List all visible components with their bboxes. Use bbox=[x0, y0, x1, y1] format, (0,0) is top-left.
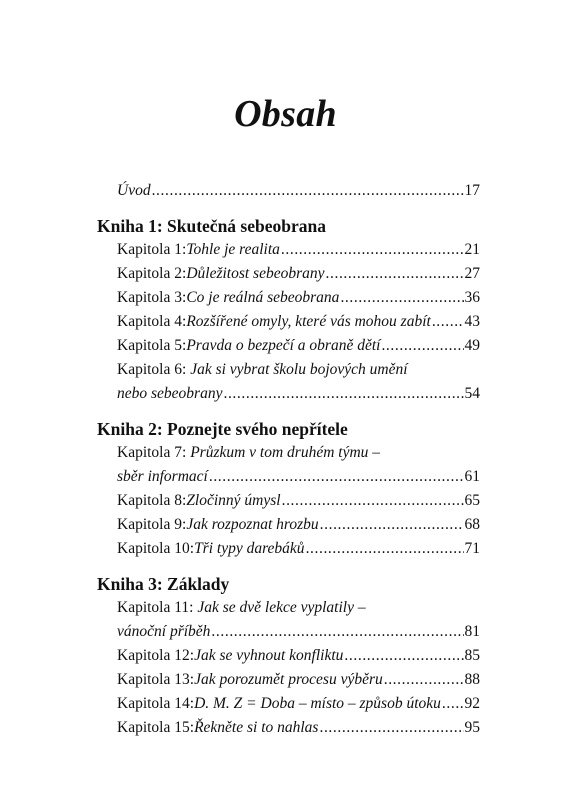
toc-entry bbox=[97, 516, 480, 540]
dot-leader bbox=[442, 695, 464, 713]
toc-page-number: 95 bbox=[464, 719, 480, 736]
dot-leader bbox=[384, 671, 464, 689]
chapter-label: Kapitola 6: bbox=[117, 361, 191, 378]
chapter-title: Jak rozpoznat hrozbu bbox=[186, 516, 319, 533]
chapter-title: Rozšířené omyly, které vás mohou zabít bbox=[186, 313, 431, 330]
chapter-title: Co je reálná sebeobrana bbox=[186, 289, 340, 306]
chapter-label: Kapitola 15: bbox=[117, 719, 195, 736]
chapter-label: Kapitola 7: bbox=[117, 444, 191, 461]
chapter-title: Tři typy darebáků bbox=[194, 540, 305, 557]
toc-entry bbox=[97, 695, 480, 719]
chapter-title: Jak se vyhnout konfliktu bbox=[194, 647, 344, 664]
toc-page-number: 88 bbox=[464, 671, 480, 688]
chapter-label: Kapitola 12: bbox=[117, 647, 195, 664]
chapter-title: Řekněte si to nahlas bbox=[194, 719, 319, 736]
toc-page-number: 43 bbox=[464, 313, 480, 330]
toc-page-number: 81 bbox=[464, 623, 480, 640]
page-title: Obsah bbox=[234, 93, 337, 135]
chapter-title: Průzkum v tom druhém týmu – bbox=[190, 444, 381, 461]
chapter-title: Jak si vybrat školu bojových umění bbox=[190, 361, 408, 378]
dot-leader bbox=[152, 182, 464, 200]
toc-entry-intro bbox=[97, 182, 480, 206]
toc-page-number: 61 bbox=[464, 468, 480, 485]
dot-leader bbox=[319, 719, 463, 737]
chapter-label: Kapitola 8: bbox=[117, 492, 187, 509]
toc-entry bbox=[97, 241, 480, 265]
toc-page-number: 36 bbox=[464, 289, 480, 306]
dot-leader bbox=[344, 647, 463, 665]
toc-entry bbox=[97, 492, 480, 516]
dot-leader bbox=[306, 540, 464, 558]
dot-leader bbox=[381, 337, 463, 355]
dot-leader bbox=[282, 492, 464, 510]
toc-page-number: 85 bbox=[464, 647, 480, 664]
toc-entry bbox=[97, 444, 480, 468]
chapter-label: Kapitola 10: bbox=[117, 540, 195, 557]
toc-entry bbox=[97, 313, 480, 337]
toc-page-number: 21 bbox=[464, 241, 480, 258]
book-heading: Kniha 3: Základy bbox=[97, 574, 230, 594]
toc-page-number: 92 bbox=[464, 695, 480, 712]
chapter-label: Kapitola 2: bbox=[117, 265, 187, 282]
dot-leader bbox=[281, 241, 464, 259]
toc-entry bbox=[97, 719, 480, 743]
chapter-title-continued: vánoční příběh bbox=[117, 623, 211, 640]
toc-page-number: 54 bbox=[464, 385, 480, 402]
dot-leader bbox=[320, 516, 464, 534]
dot-leader bbox=[211, 623, 463, 641]
dot-leader bbox=[432, 313, 464, 331]
chapter-title: Jak porozumět procesu výběru bbox=[194, 671, 383, 688]
chapter-label: Kapitola 5: bbox=[117, 337, 187, 354]
chapter-title: D. M. Z = Doba – místo – způsob útoku bbox=[194, 695, 441, 712]
chapter-title: Jak se dvě lekce vyplatily – bbox=[197, 599, 366, 616]
chapter-title: Důležitost sebeobrany bbox=[186, 265, 325, 282]
toc-entry-continuation bbox=[97, 623, 480, 647]
toc-page-number: 17 bbox=[464, 182, 480, 199]
book-heading: Kniha 2: Poznejte svého nepřítele bbox=[97, 419, 348, 439]
toc-entry bbox=[97, 671, 480, 695]
toc-entry bbox=[97, 337, 480, 361]
chapter-label: Kapitola 13: bbox=[117, 671, 195, 688]
dot-leader bbox=[340, 289, 463, 307]
toc-entry bbox=[97, 599, 480, 623]
toc-page-number: 71 bbox=[464, 540, 480, 557]
book-heading: Kniha 1: Skutečná sebeobrana bbox=[97, 216, 326, 236]
toc-entry bbox=[97, 265, 480, 289]
toc-entry bbox=[97, 361, 480, 385]
chapter-label: Kapitola 14: bbox=[117, 695, 195, 712]
chapter-title-continued: nebo sebeobrany bbox=[117, 385, 223, 402]
dot-leader bbox=[326, 265, 464, 283]
chapter-title: Pravda o bezpečí a obraně dětí bbox=[186, 337, 381, 354]
chapter-label: Kapitola 4: bbox=[117, 313, 187, 330]
toc-entry bbox=[97, 289, 480, 313]
chapter-label: Kapitola 3: bbox=[117, 289, 187, 306]
toc-page-number: 65 bbox=[464, 492, 480, 509]
chapter-title: Tohle je realita bbox=[186, 241, 280, 258]
chapter-label: Kapitola 9: bbox=[117, 516, 187, 533]
table-of-contents bbox=[97, 182, 480, 743]
chapter-title: Zločinný úmysl bbox=[186, 492, 281, 509]
chapter-title-continued: sběr informací bbox=[117, 468, 208, 485]
toc-entry bbox=[97, 540, 480, 564]
toc-page-number: 27 bbox=[464, 265, 480, 282]
chapter-label: Kapitola 11: bbox=[117, 599, 198, 616]
toc-entry-continuation bbox=[97, 385, 480, 409]
toc-entry-continuation bbox=[97, 468, 480, 492]
toc-page-number: 49 bbox=[464, 337, 480, 354]
toc-entry bbox=[97, 647, 480, 671]
toc-page-number: 68 bbox=[464, 516, 480, 533]
toc-entry-title: Úvod bbox=[117, 182, 151, 199]
dot-leader bbox=[209, 468, 464, 486]
chapter-label: Kapitola 1: bbox=[117, 241, 187, 258]
dot-leader bbox=[223, 385, 463, 403]
